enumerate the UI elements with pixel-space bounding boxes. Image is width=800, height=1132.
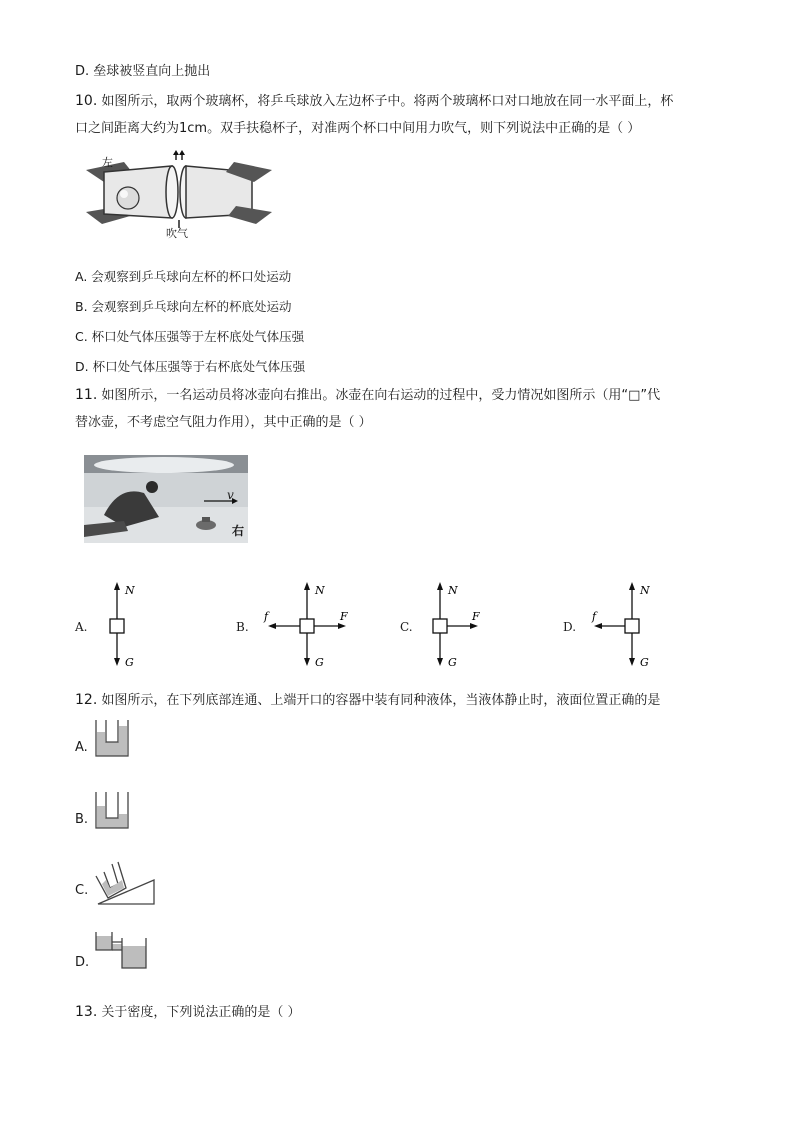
q12-option-a-figure [92,718,132,760]
q13-number: 13. [75,1004,98,1020]
q10-option-c: C. 杯口处气体压强等于左杯底处气体压强 [75,329,305,344]
q11-option-d-diagram [586,580,656,670]
q12-option-c-figure [92,858,162,908]
q10-stem-line1 [75,92,673,111]
q11-option-c-diagram [420,580,490,670]
q12-option-b-label: B. [75,812,89,827]
q10-label-blow: 吹气 [166,227,188,240]
liquid-left-tank [96,936,112,950]
q10-stem-line2: 口之间距离大约为1cm。双手扶稳杯子，对准两个杯口中间用力吹气，则下列说法中正确的是（ ） [75,121,641,136]
force-g-arrowhead [437,658,443,666]
blow-arrowhead-2 [179,150,185,155]
q10-text-line1: 如图所示，取两个玻璃杯，将乒乓球放入左边杯子中。将两个玻璃杯口对口地放在同一水平面上，杯 [101,94,674,109]
q11-option-a-label: A. [75,620,88,634]
force-n-arrowhead [114,582,120,590]
q12-number: 12. [75,692,98,708]
force-n-label: N [640,584,650,597]
q12-stem [75,691,660,710]
q10-number: 10. [75,93,98,109]
q10-label-left: 左 [102,156,113,169]
force-n-arrowhead [304,582,310,590]
q12-option-c-label: C. [75,883,89,898]
force-f-arrowhead [268,623,276,629]
force-bigf-arrowhead [470,623,478,629]
q9-option-d: D. 垒球被竖直向上抛出 [75,64,211,79]
force-n-label: N [315,584,325,597]
force-g-arrowhead [304,658,310,666]
ball-highlight [120,190,128,198]
ping-pong-ball [117,187,139,209]
q11-label-v: v [227,488,234,502]
q12-option-b-figure [92,790,132,832]
force-g-arrowhead [629,658,635,666]
q11-option-b-diagram [262,580,352,670]
tube-inner [106,792,118,818]
q10-option-b: B. 会观察到乒乓球向左杯的杯底处运动 [75,299,292,314]
q12-text: 如图所示，在下列底部连通、上端开口的容器中装有同种液体，当液体静止时，液面位置正确的是 [101,693,661,708]
force-g-label: G [125,656,134,669]
force-n-label: N [125,584,135,597]
blow-arrowhead-1 [173,150,179,155]
force-n-arrowhead [437,582,443,590]
force-g-arrowhead [114,658,120,666]
force-n-arrowhead [629,582,635,590]
liquid-bottom [97,742,127,756]
athlete-head [146,481,158,493]
q13-text: 关于密度，下列说法正确的是（ ） [101,1005,301,1020]
liquid-left-arm [97,806,105,818]
q12-option-d-label: D. [75,955,90,970]
liquid-right-tank [122,946,146,968]
stone-handle [202,517,210,522]
left-cup-rim [166,166,178,218]
q11-curling-photo [84,455,248,543]
q11-option-b-label: B. [236,620,249,634]
force-bigf-arrowhead [338,623,346,629]
force-g-label: G [640,656,649,669]
left-cup [104,166,172,218]
liquid-bottom [97,818,127,828]
q11-text-line1: 如图所示，一名运动员将冰壶向右推出。冰壶在向右运动的过程中，受力情况如图所示（用“□”代 [101,388,661,403]
q11-label-right: 右 [232,524,245,538]
force-n-label: N [448,584,458,597]
force-f-arrowhead [594,623,602,629]
liquid-connector [112,944,122,950]
right-hand-bottom [228,206,272,224]
tube-inner [106,720,118,742]
force-g-label: G [315,656,324,669]
curling-box [433,619,447,633]
liquid-right-arm [119,726,127,742]
liquid-right-arm [119,814,127,818]
q10-option-a: A. 会观察到乒乓球向左杯的杯口处运动 [75,269,292,284]
force-f-label: f [264,610,269,623]
q11-option-a-diagram [100,580,140,670]
house-ring [94,457,234,473]
q11-number: 11. [75,387,98,403]
q11-option-d-label: D. [563,620,577,634]
curling-box [300,619,314,633]
force-f-label: f [592,610,597,623]
q12-option-a-label: A. [75,740,88,755]
curling-box [110,619,124,633]
q10-option-d: D. 杯口处气体压强等于右杯底处气体压强 [75,359,306,374]
q11-stem-line2: 替冰壶，不考虑空气阻力作用），其中正确的是（ ） [75,415,372,430]
curling-box [625,619,639,633]
q13-stem [75,1003,301,1022]
q11-stem-line1 [75,386,660,405]
liquid-left-arm [97,732,105,742]
force-g-label: G [448,656,457,669]
force-bigf-label: F [340,610,348,623]
force-bigf-label: F [472,610,480,623]
q11-option-c-label: C. [400,620,413,634]
q12-option-d-figure [92,930,152,974]
